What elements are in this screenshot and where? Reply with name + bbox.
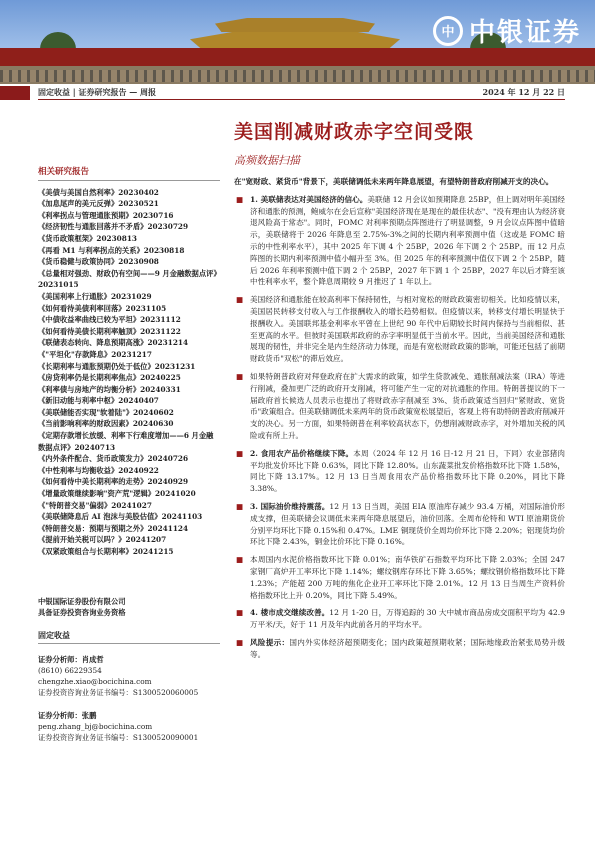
related-report-item[interactable]: 《"特朗普交易"偏弱》20241027: [38, 500, 152, 510]
main-content: [234, 176, 565, 666]
bullet-icon: ■: [236, 608, 244, 618]
analyst-email[interactable]: peng.zhang_bj@bocichina.com: [38, 722, 153, 731]
related-report-item[interactable]: 《利率债与房地产的均衡分析》20240331: [38, 384, 181, 394]
related-report-item[interactable]: 《长期利率与通胀预期仍处于低位》20231231: [38, 361, 196, 371]
report-date: 2024 年 12 月 22 日: [482, 87, 565, 97]
analyst-license: 证券投资咨询业务证书编号：S1300520060005: [38, 688, 199, 697]
summary-paragraph: [234, 448, 565, 495]
bullet-icon: ■: [236, 637, 244, 647]
related-report-item[interactable]: 《定期存款增长放缓、利率下行难度增加——6 月金融数据点评》20240713: [38, 431, 214, 452]
page-title: 美国削减财政赤字空间受限: [234, 121, 475, 143]
related-report-item[interactable]: 《美联储降息后 AI 泡沫与美股估值》20241103: [38, 512, 203, 522]
paragraph-number: 2.: [250, 448, 261, 458]
paragraph-text: 国内外实体经济超预期变化；国内政策超预期收紧；国际地缘政治紧张局势升级等。: [250, 637, 566, 659]
report-info-bar: [38, 86, 565, 100]
company-name: 中银国际证券股份有限公司: [38, 597, 126, 606]
related-report-item[interactable]: 《总量相对强劲、财政仍有空间——9 月金融数据点评》20231015: [38, 268, 218, 290]
paragraph-number: 1.: [250, 194, 261, 204]
paragraph-lead: 食用农产品价格继续下降。: [260, 448, 354, 458]
related-report-item[interactable]: 《货币政策框架》20230813: [38, 233, 137, 243]
summary-paragraph: [234, 554, 565, 601]
paragraph-text: 12 月 1-20 日，万得追踪的 30 大中城市商品房成交面积平均为 42.9 万平米/天，好于 11 月及年内此前各月的平均水平。: [250, 608, 565, 630]
related-report-item[interactable]: 《特朗普交易：预期与预期之外》20241124: [38, 523, 189, 533]
sidebar: [38, 167, 220, 558]
analyst-section: [38, 630, 220, 743]
related-reports-list: [38, 187, 220, 558]
related-report-item[interactable]: 《利率拐点与管理通胀预期》20230716: [38, 210, 174, 220]
summary-paragraph: [234, 501, 565, 548]
summary-paragraphs: [234, 194, 565, 661]
company-block: [38, 596, 220, 618]
paragraph-lead: 楼市成交继续改善。: [260, 608, 330, 618]
related-report-item[interactable]: 《美国利率上行通胀》20231029: [38, 291, 152, 301]
bullet-icon: ■: [236, 448, 244, 458]
header-accent-block: [0, 86, 30, 100]
page-subtitle: 高频数据扫描: [234, 154, 300, 167]
related-report-item[interactable]: 《内外条件配合、货币政策发力》20240726: [38, 454, 189, 464]
analyst-card: [38, 710, 220, 743]
paragraph-text: 本周国内水泥价格指数环比下降 0.01%；南华铁矿石指数平均环比下降 2.03%；全国 247 家钢厂高炉开工率环比下降 1.14%；螺纹钢库存环比下降 3.65%；螺纹钢价格指数环比下降 1.23%；产能超 200 万吨的焦化企业开工率环比下降 2.01%。12 月 13 日当周生产资料价格指数环比上升 0.20%，同比下降 5.49%。: [250, 555, 565, 600]
related-report-item[interactable]: 《货币稳健与政策协同》20230908: [38, 257, 159, 267]
summary-paragraph: [234, 194, 565, 288]
bullet-icon: ■: [236, 371, 244, 381]
related-report-item[interactable]: 《双紧政策组合与长期利率》20241215: [38, 547, 174, 556]
related-report-item[interactable]: 《房贷利率仍是长期利率焦点》20240225: [38, 373, 181, 383]
related-report-item[interactable]: 《美债与美国自然利率》20230402: [38, 187, 159, 197]
related-report-item[interactable]: 《联储表态转向、降息预期高涨》20231214: [38, 338, 189, 348]
brand-name: 中银证券: [468, 18, 581, 48]
related-report-item[interactable]: 《增量政策继续影响"资产荒"逻辑》20241020: [38, 489, 196, 499]
brand-logo: [433, 12, 581, 49]
bullet-icon: ■: [236, 501, 244, 511]
bullet-icon: ■: [236, 194, 244, 204]
company-license: 具备证券投资咨询业务资格: [38, 608, 126, 617]
analyst-name: 肖成哲: [81, 655, 104, 664]
lede-summary: 在"宽财政、紧货币"背景下，美联储调低未来两年降息展望，有望特朗普政府削减开支的决心。: [234, 177, 554, 186]
paragraph-text: 美联储 12 月会议如预期降息 25BP，但上调对明年美国经济和通胀的预测，鲍威尔在会后宣称"美国经济现在是现在的最佳状态"、"没有理由认为经济衰退风险高于常态"。同时，FOMC 对利率预期点阵图进行了明显调整，9 月会议点阵图中值暗示，美联储将于 2026 年降息至 2.75%-3%之间的长期内利率预测中值（这或是 FOMC 暗示的中性利率水平），其中 2025 年下调 4 个 25BP，2026 年下调 2 个 25BP。而 12 月点阵图的长期内利率预测中值小幅升至 3%。但 2025 年的利率预测中值仅下调 2 个 25BP，随后 2026 年利率预测中值下调 2 个 25BP，2027 年下调 1 个 25BP，2027 年以后才降至该中性利率水平，整个降息周期较 9 月推迟了 1 年以上。: [250, 194, 565, 287]
analyst-email[interactable]: chengzhe.xiao@bocichina.com: [38, 677, 152, 686]
related-report-item[interactable]: 《美联储能否实现"软着陆"》20240602: [38, 407, 174, 417]
paragraph-text: 12 月 13 日当周，美国 EIA 原油库存减少 93.4 万桶，对国际油价形成支撑，但美联储会议调低未来两年降息展望后，油价回落。全周布伦特和 WTI 原油期货价分别平均环比下降 0.15%和 0.47%。LME 铜现货价全周均价环比下降 2.20%；铝现货均价环比下降 2.43%，铜金比价环比下降 0.16%。: [250, 501, 566, 547]
palace-upper-roof: [215, 18, 375, 32]
related-report-item[interactable]: 《如何看待美债长期利率触顶》20231122: [38, 326, 181, 336]
related-report-item[interactable]: 《如何看待中美长期利率的走势》20240929: [38, 477, 189, 487]
paragraph-text: 如果特朗普政府对拜登政府在扩大需求的政策，如学生贷款减免、通胀削减法案（IRA）等进行削减，叠加更广泛的政府开支削减，将可能产生一定的对抗通胀的作用。特朗普提议的下一届政府首长候选人员表示也提出了将财政赤字削减至 3%、货币政策适当回归"紧财政、宽货币"政策组合。但美联储调低未来两年的货币政策宽松展望后，客观上将有助特朗普政府削减开支的决心。另一方面，如果特朗普在利率较高状态下，仍想削减财政赤字，对外增加关税的风险或有所上升。: [250, 371, 565, 440]
analyst-license: 证券投资咨询业务证书编号：S1300520090001: [38, 733, 199, 742]
analyst-phone: (8610) 66229354: [38, 666, 102, 675]
related-report-item[interactable]: 《"平坦化"存款降息》20231217: [38, 349, 152, 359]
analyst-role: 证券分析师：: [38, 711, 82, 720]
paragraph-text: 本周（2024 年 12 月 16 日-12 月 21 日，下同）农业部猪肉平均批发价环比下降 0.63%，同比下降 12.80%。山东蔬菜批发价格指数环比下降 1.58%，同比下降 13.17%。12 月 13 日当周食用农产品价格指数环比下降 0.20%，同比下降 3.38%。: [250, 448, 566, 494]
related-report-item[interactable]: 《当前影响利率的财政因素》20240630: [38, 419, 174, 429]
related-report-item[interactable]: 《如何看待美债利率回落》20231105: [38, 303, 167, 313]
related-report-item[interactable]: 《新旧动能与利率中枢》20240407: [38, 396, 159, 406]
paragraph-lead: 风险提示：: [250, 637, 290, 647]
analyst-name: 张鹏: [81, 711, 97, 720]
section-label: 固定收益: [38, 630, 220, 644]
related-report-item[interactable]: 《加息尾声的美元反弹》20230521: [38, 199, 159, 209]
summary-paragraph: [234, 637, 565, 661]
paragraph-text: 美国经济和通胀能在较高利率下保持韧性，与相对宽松的财政政策密切相关。比如疫情以来，美国居民转移支付收入与工作报酬收入的增长趋势相似。但疫情以来，转移支付增长明显快于报酬收入。美国联邦基金利率水平曾在上世纪 90 年代中后期较长时间内保持与当前相似、甚至更高的水平。但彼时美国联邦政府的赤字率明显低于当前水平。因此，当前美国经济和通胀展现的韧性，并非完全是内生经济动力体现，而是有宽松财政政策的影响，可能还包括了前期财政货币"双松"的滞后效应。: [250, 295, 565, 364]
analyst-role: 证券分析师：: [38, 655, 82, 664]
related-report-item[interactable]: 《提前开始关税可以吗？》20241207: [38, 535, 167, 545]
related-report-item[interactable]: 《中性利率与均衡收益》20240922: [38, 465, 159, 475]
header-banner-image: [0, 0, 595, 84]
paragraph-lead: 国际油价维持震荡。: [260, 501, 330, 511]
related-report-item[interactable]: 《再看 M1 与利率拐点的关系》20230818: [38, 245, 185, 255]
paragraph-number: 3.: [250, 501, 261, 511]
crowd: [0, 70, 595, 82]
summary-paragraph: [234, 371, 565, 442]
bullet-icon: ■: [236, 295, 244, 305]
analyst-card: [38, 654, 220, 698]
related-reports-heading: 相关研究报告: [38, 167, 220, 181]
report-category: 固定收益 | 证券研究报告 — 周报: [38, 87, 157, 97]
bank-logo-icon: 中: [433, 16, 463, 46]
paragraph-lead: 美联储表达对美国经济的信心。: [260, 194, 368, 204]
paragraph-number: 4.: [250, 608, 261, 618]
related-report-item[interactable]: 《经济韧性与通胀回落并不矛盾》20230729: [38, 222, 189, 232]
bullet-icon: ■: [236, 555, 244, 565]
related-report-item[interactable]: 《中债收益率曲线已较为平坦》20231112: [38, 315, 181, 325]
summary-paragraph: [234, 607, 565, 631]
summary-paragraph: [234, 294, 565, 365]
